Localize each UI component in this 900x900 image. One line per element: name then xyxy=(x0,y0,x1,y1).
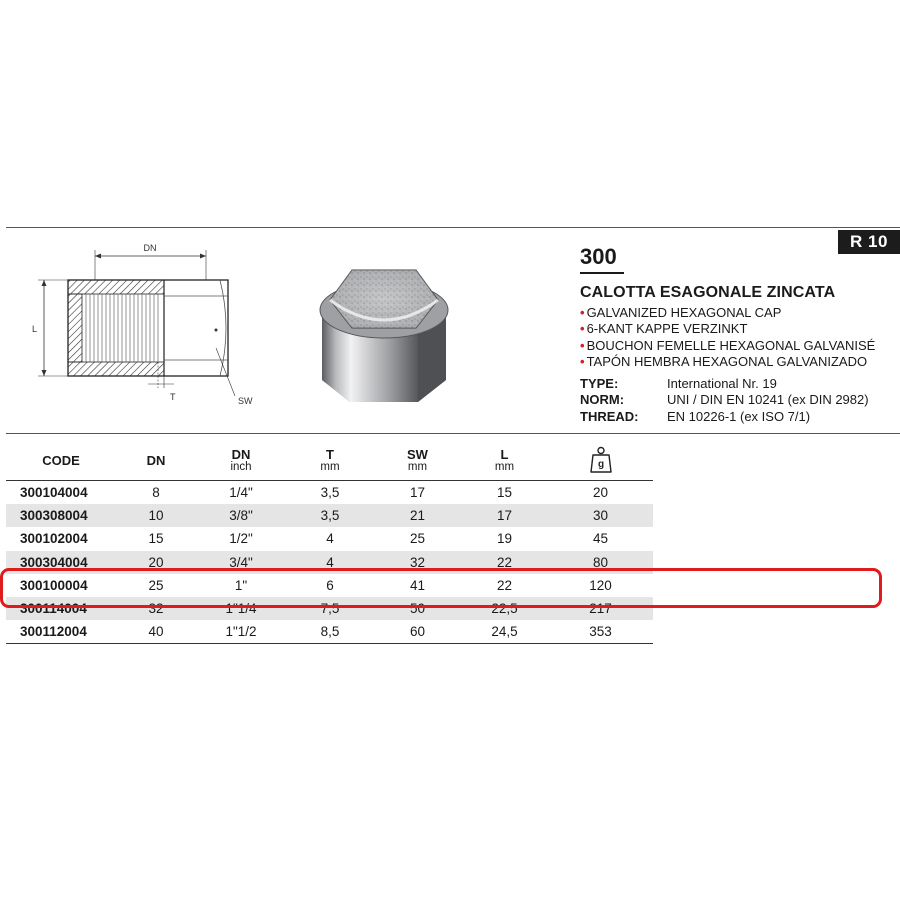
translation-item: • BOUCHON FEMELLE HEXAGONAL GALVANISÉ xyxy=(580,337,876,353)
sw-dimension-label: SW xyxy=(238,396,253,406)
bullet-icon: • xyxy=(580,353,585,369)
table-row: 300104004 8 1/4" 3,5 17 15 20 xyxy=(20,485,609,501)
bullet-icon: • xyxy=(580,321,585,337)
l-dimension-label: L xyxy=(32,324,38,334)
top-divider xyxy=(6,227,900,228)
weight-icon xyxy=(590,446,612,474)
weight-unit-label: g xyxy=(597,459,604,470)
spec-norm: NORM: UNI / DIN EN 10241 (ex DIN 2982) xyxy=(580,392,869,408)
col-header-t: T mm xyxy=(320,447,340,473)
product-photo xyxy=(300,240,465,415)
table-row-highlighted: 300100004 25 1" 6 41 22 120 xyxy=(20,577,612,593)
bullet-icon: • xyxy=(580,337,585,353)
row-highlight-box xyxy=(0,568,882,608)
product-table xyxy=(6,440,653,644)
t-dimension-label: T xyxy=(170,392,176,402)
table-row: 300112004 40 1"1/2 8,5 60 24,5 353 xyxy=(6,620,653,644)
product-number-underline xyxy=(580,272,624,274)
col-header-sw: SW mm xyxy=(407,447,428,473)
translation-item: • 6-KANT KAPPE VERZINKT xyxy=(580,321,748,337)
product-number: 300 xyxy=(580,244,617,269)
spec-list xyxy=(580,376,869,425)
col-header-dn-inch: DN inch xyxy=(230,447,252,473)
table-row: 300114004 32 1"1/4 7,5 50 22,5 217 xyxy=(6,597,653,620)
table-row: 300308004 10 3/8" 3,5 21 17 30 xyxy=(6,504,653,527)
table-row: 300102004 15 1/2" 4 25 19 45 xyxy=(20,531,609,547)
col-header-code: CODE xyxy=(42,452,80,468)
table-row: 300304004 20 3/4" 4 32 22 80 xyxy=(6,551,653,574)
table-header-row xyxy=(6,440,653,481)
col-header-dn: DN xyxy=(146,452,166,468)
col-header-l: L mm xyxy=(494,447,515,473)
spec-type: TYPE: International Nr. 19 xyxy=(580,376,777,391)
translation-list xyxy=(580,305,875,370)
bullet-icon: • xyxy=(580,305,585,320)
technical-drawing xyxy=(20,238,270,418)
col-header-weight xyxy=(548,440,653,481)
translation-item: • GALVANIZED HEXAGONAL CAP xyxy=(580,305,782,320)
product-title: CALOTTA ESAGONALE ZINCATA xyxy=(580,284,836,301)
section-divider xyxy=(6,433,900,434)
translation-item: • TAPÓN HEMBRA HEXAGONAL GALVANIZADO xyxy=(580,353,868,369)
spec-thread: THREAD: EN 10226-1 (ex ISO 7/1) xyxy=(580,408,811,424)
dn-dimension-label: DN xyxy=(143,243,157,253)
catalog-ref-badge: R 10 14 xyxy=(838,230,900,254)
